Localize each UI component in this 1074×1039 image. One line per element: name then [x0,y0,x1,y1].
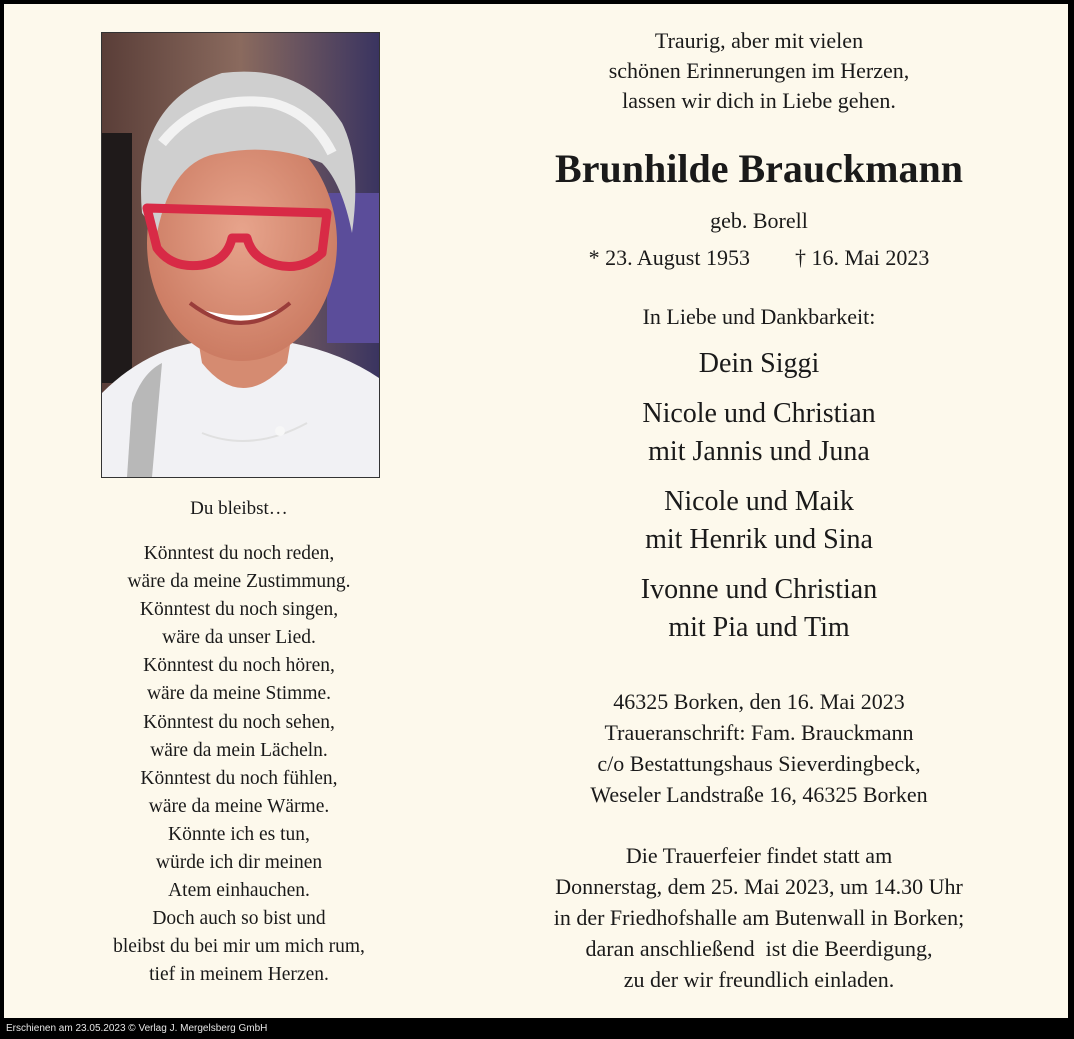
poem-line: Könntest du noch hören, [143,655,335,677]
poem-line: wäre da meine Stimme. [146,683,332,705]
poem-line: Könntest du noch reden, [143,543,335,564]
poem-line: bleibst du bei mir um mich rum, [113,936,365,958]
mourner-line: Dein Siggi [698,348,820,379]
poem-line: Könntest du noch sehen, [143,711,335,733]
intro-text [494,26,1024,116]
poem-line: Doch auch so bist und [152,908,326,930]
death-date: † 16. Mai 2023 [794,245,930,270]
poem-line: Könntest du noch singen, [139,599,339,621]
maiden-name: geb. Borell [710,208,808,233]
service-line: in der Friedhofshalle am Butenwall in Borken; [553,905,965,930]
mourner-line: mit Henrik und Sina [645,524,873,555]
address-line: 46325 Borken, den 16. Mai 2023 [613,689,905,714]
service-block [494,840,1024,995]
poem-line: Könntest du noch fühlen, [140,767,338,789]
poem-line: Könnte ich es tun, [168,823,310,845]
poem-body [34,540,444,990]
poem-line: Atem einhauchen. [168,880,310,902]
mourner-line: Nicole und Maik [664,486,854,517]
birth-date: * 23. August 1953 [588,245,750,270]
deceased-name: Brunhilde Brauckmann [555,146,963,191]
poem-line: tief in meinem Herzen. [149,964,329,986]
gratitude-line: In Liebe und Dankbarkeit: [642,304,876,329]
address-line: c/o Bestattungshaus Sieverdingbeck, [597,751,921,776]
intro-line: Traurig, aber mit vielen [654,28,864,53]
publication-footer: Erschienen am 23.05.2023 © Verlag J. Mergelsberg GmbH [0,1018,1074,1039]
intro-line: schönen Erinnerungen im Herzen, [608,58,910,83]
service-line: daran anschließend ist die Beerdigung, [585,936,933,961]
obituary-card [4,4,1068,1018]
address-line: Traueranschrift: Fam. Brauckmann [604,720,914,745]
mourner-line: Ivonne und Christian [640,574,878,605]
life-dates [494,243,1024,273]
poem-line: wäre da mein Lächeln. [150,739,328,761]
mourner-line: mit Pia und Tim [668,612,850,643]
mourners-list [494,345,1024,647]
intro-line: lassen wir dich in Liebe gehen. [622,88,896,113]
poem-line: wäre da unser Lied. [162,627,316,649]
poem-title: Du bleibst… [190,498,288,519]
portrait-photo [101,32,380,478]
address-block [494,686,1024,810]
service-line: Donnerstag, dem 25. Mai 2023, um 14.30 Uhr [555,874,963,899]
poem-line: wäre da meine Wärme. [148,795,330,817]
service-line: Die Trauerfeier findet statt am [625,843,893,868]
mourner-line: Nicole und Christian [642,398,876,429]
poem-line: wäre da meine Zustimmung. [127,571,351,593]
poem-line: würde ich dir meinen [155,852,323,874]
mourner-line: mit Jannis und Juna [648,436,870,467]
service-line: zu der wir freundlich einladen. [623,967,895,992]
address-line: Weseler Landstraße 16, 46325 Borken [590,782,928,807]
